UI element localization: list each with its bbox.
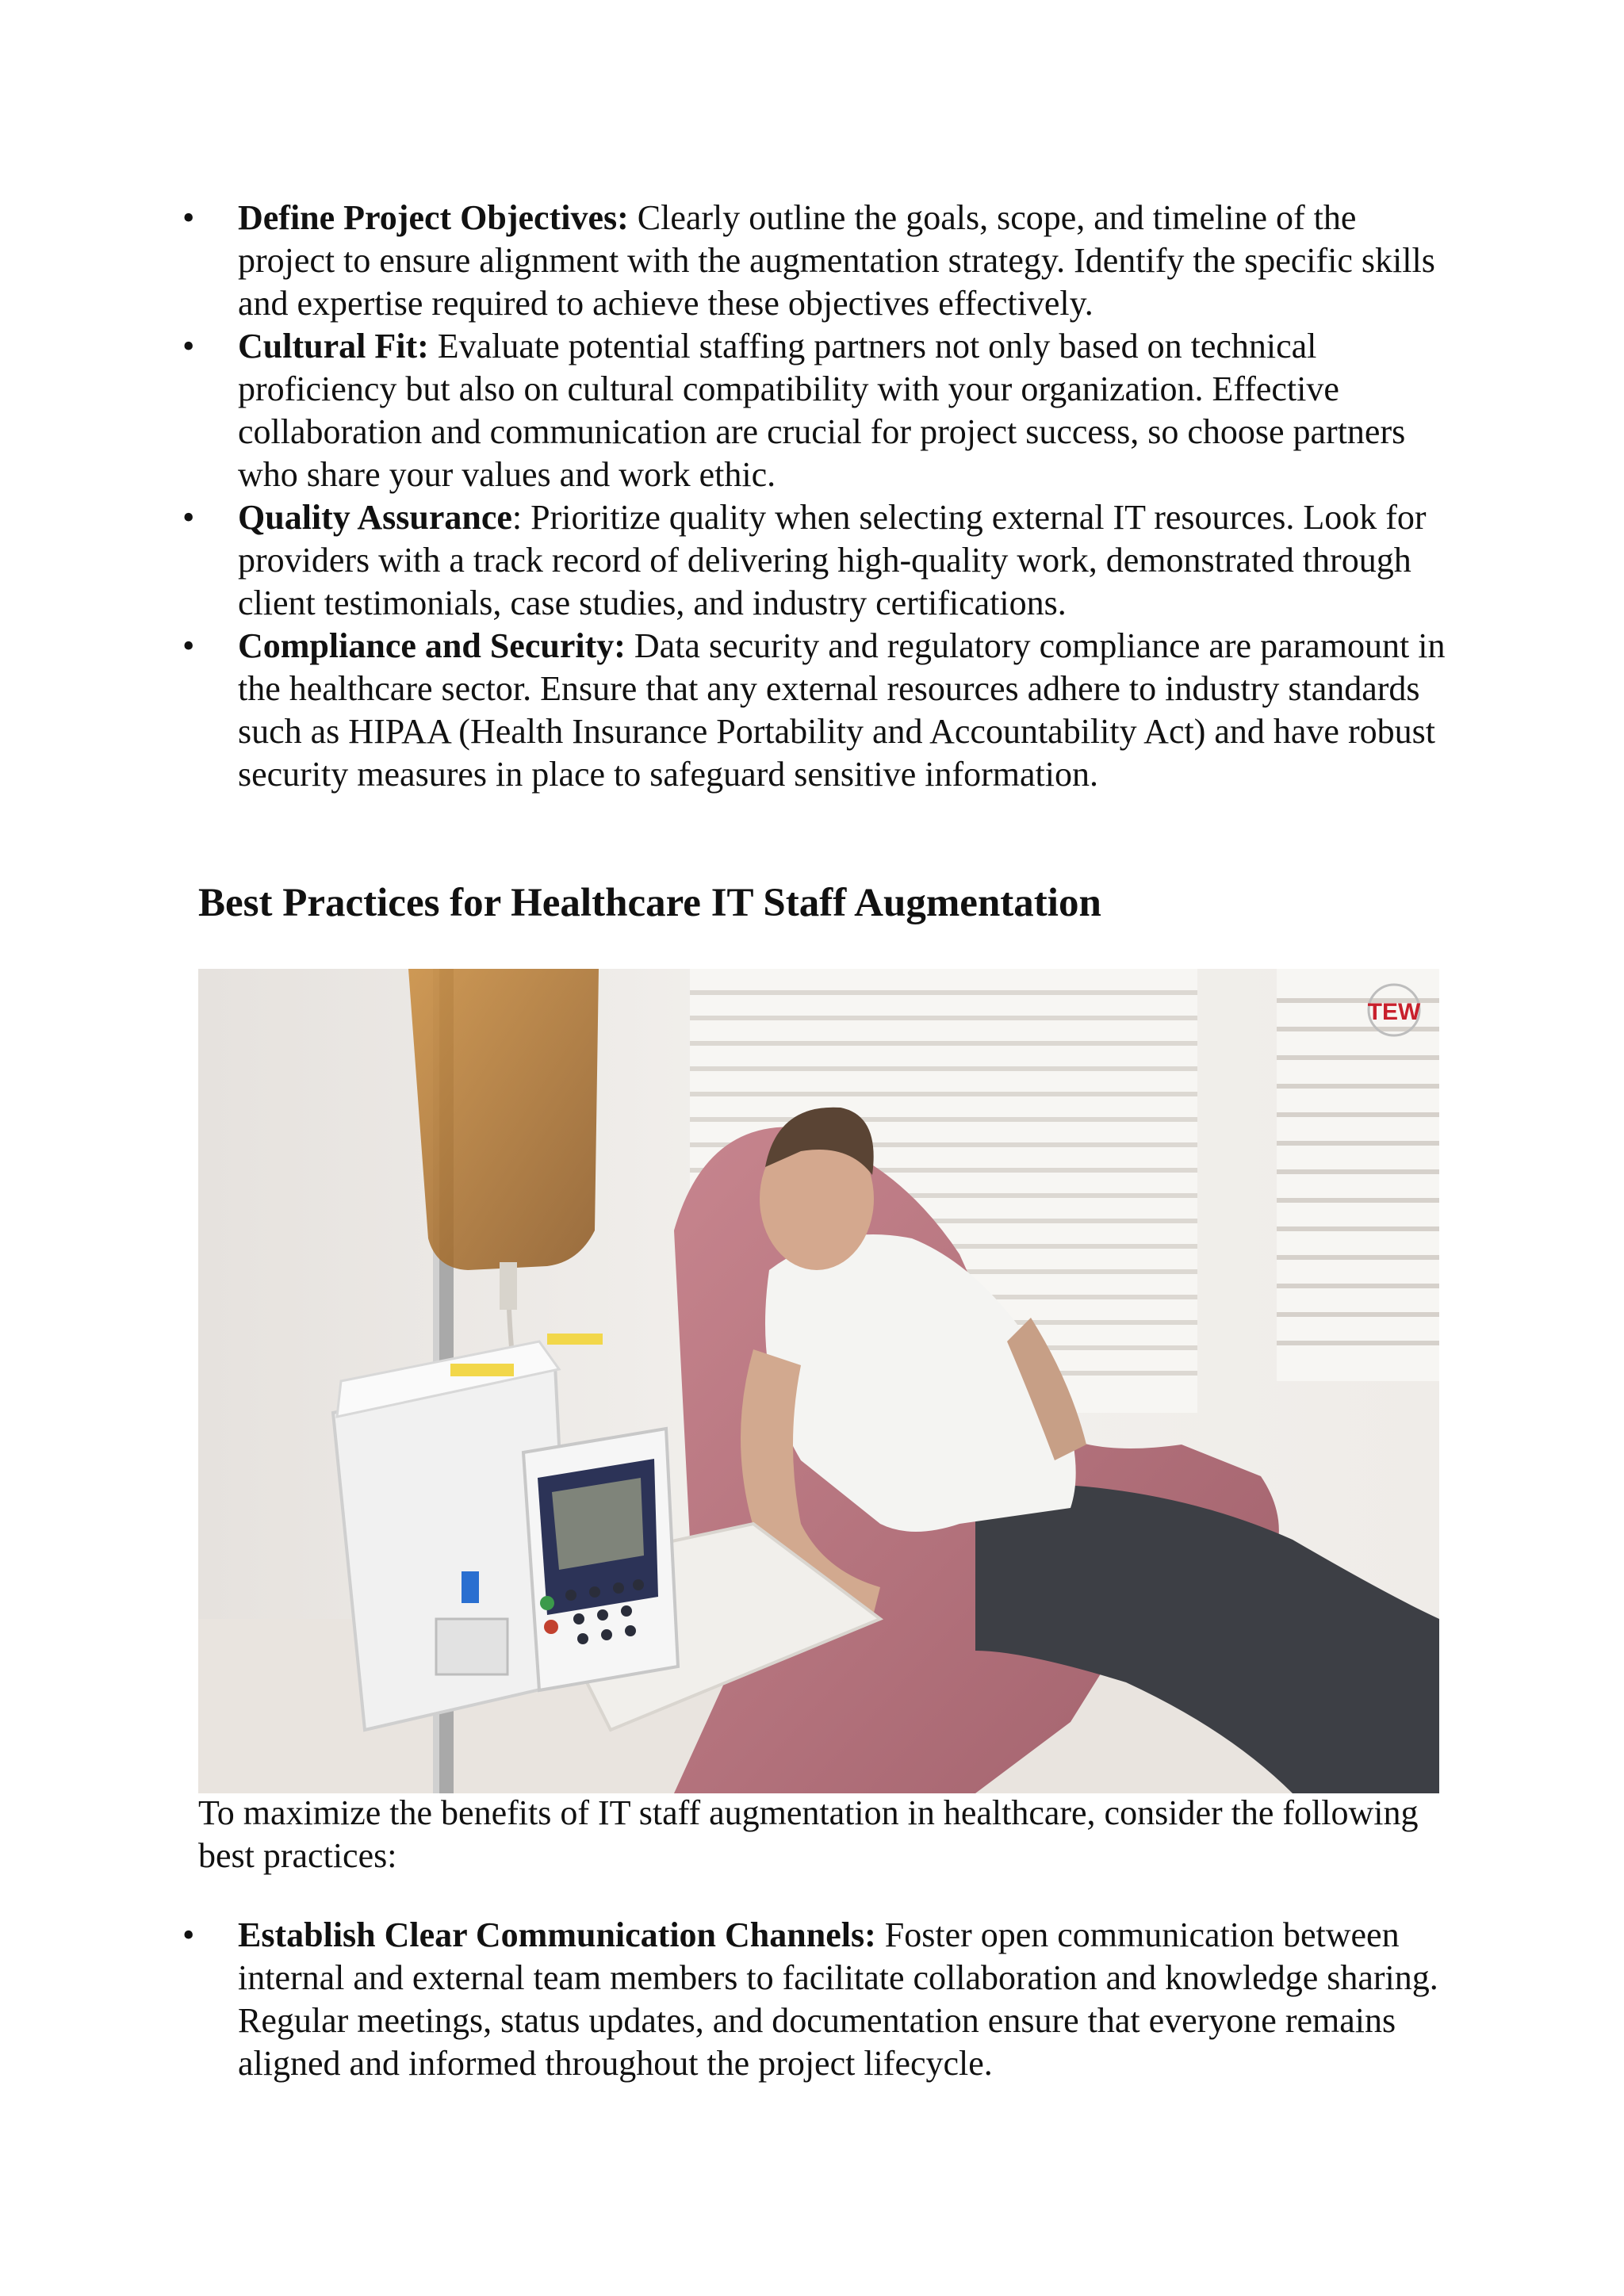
list-item-term: Compliance and Security:	[238, 626, 626, 665]
list-item-term: Cultural Fit:	[238, 327, 429, 365]
list-item-term: Quality Assurance	[238, 498, 512, 537]
list-item	[182, 625, 1451, 796]
list-item-text: Evaluate potential staffing partners not only based on technical proficiency but also on cultural compatibility with your organization. Effective collaboration and communication are crucial for project success, so choose partners who share your values and work ethic.	[238, 327, 1406, 494]
patient-iv-photo	[198, 969, 1439, 1793]
list-item-text: : Prioritize quality when selecting external IT resources. Look for providers with a track record of delivering high-quality work, demonstrated through client testimonials, case studies, and industry certifications.	[238, 498, 1427, 622]
list-item	[182, 325, 1451, 496]
list-item-term: Define Project Objectives:	[238, 198, 629, 237]
list-item	[182, 496, 1451, 625]
list-item	[182, 197, 1451, 325]
list-item-text: Foster open communication between internal and external team members to facilitate collaboration and knowledge sharing. Regular meetings, status updates, and documentation ensure that everyone remains aligned and informed throughout the project lifecycle.	[238, 1915, 1438, 2083]
window-blinds-right	[1277, 969, 1439, 1381]
list-item-text: Clearly outline the goals, scope, and timeline of the project to ensure alignment with the augmentation strategy. Identify the specific skills and expertise required to achieve these objectives effectively.	[238, 198, 1435, 323]
list-item-text: Data security and regulatory compliance are paramount in the healthcare sector. Ensure that any external resources adhere to industry standards such as HIPAA (Health Insurance Portability and Accountability Act) and have robust security measures in place to safeguard sensitive information.	[238, 626, 1446, 794]
objectives-list	[182, 197, 1451, 796]
list-item	[182, 1914, 1451, 2085]
list-item-term: Establish Clear Communication Channels:	[238, 1915, 876, 1954]
watermark-text: TEW	[1367, 999, 1421, 1025]
section-heading: Best Practices for Healthcare IT Staff Augmentation	[198, 881, 1101, 925]
best-practices-list	[182, 1914, 1451, 2085]
intro-paragraph: To maximize the benefits of IT staff augmentation in healthcare, consider the following best practices:	[198, 1793, 1419, 1875]
